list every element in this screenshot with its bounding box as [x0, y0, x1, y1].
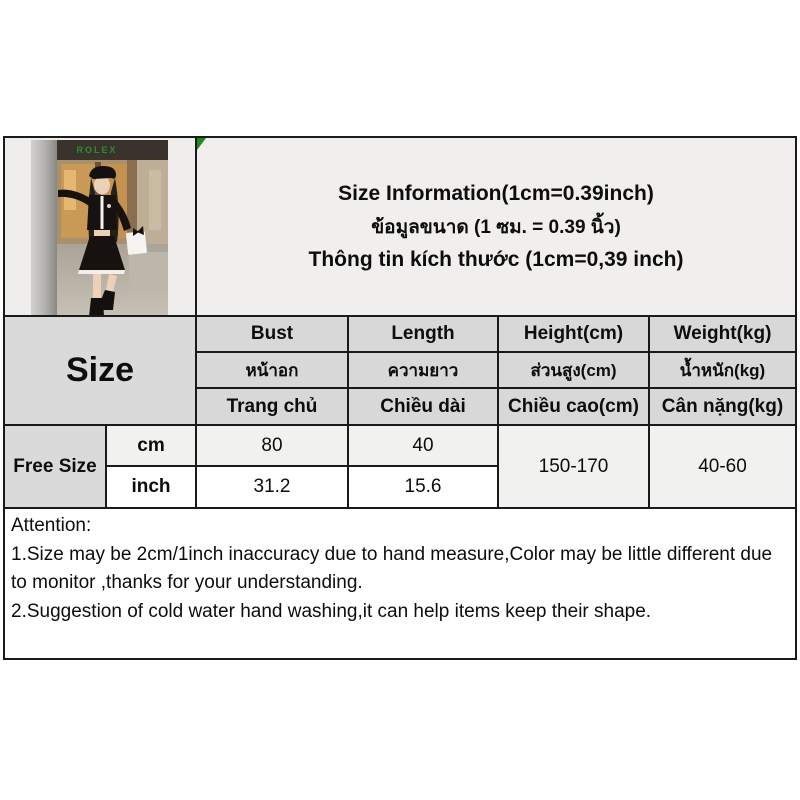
leg-left	[93, 274, 101, 300]
title-english: Size Information(1cm=0.39inch)	[338, 181, 654, 205]
col-header-length-th: ความยาว	[349, 353, 499, 389]
attention-note-1: 1.Size may be 2cm/1inch inaccuracy due to hand measure,Color may be little different due to monitor ,thanks for your understanding.	[11, 543, 773, 593]
col-header-height-vn: Chiều cao(cm)	[499, 389, 650, 426]
unit-label-cm: cm	[107, 426, 197, 467]
jacket-placket	[101, 196, 104, 229]
col-header-bust-vn: Trang chủ	[197, 389, 349, 426]
value-bust-inch: 31.2	[197, 467, 349, 509]
value-weight-range: 40-60	[650, 426, 795, 509]
attention-note-2: 2.Suggestion of cold water hand washing,it can help items keep their shape.	[11, 600, 652, 622]
col-header-height-en: Height(cm)	[499, 317, 650, 353]
model-photo-illustration	[31, 140, 168, 317]
col-header-weight-th: น้ำหนัก(kg)	[650, 353, 795, 389]
col-header-length-vn: Chiều dài	[349, 389, 499, 426]
title-vietnamese: Thông tin kích thước (1cm=0,39 inch)	[308, 247, 684, 271]
col-header-bust-th: หน้าอก	[197, 353, 349, 389]
attention-heading: Attention:	[11, 515, 92, 536]
col-header-weight-vn: Cân nặng(kg)	[650, 389, 795, 426]
value-bust-cm: 80	[197, 426, 349, 467]
attention-notes	[5, 509, 795, 658]
value-length-cm: 40	[349, 426, 499, 467]
product-photo	[31, 140, 168, 317]
rolex-sign: ROLEX	[76, 145, 118, 155]
unit-label-inch: inch	[107, 467, 197, 509]
metal-pillar	[31, 140, 57, 317]
pavement-slab	[129, 252, 168, 292]
title-thai: ข้อมูลขนาด (1 ซม. = 0.39 นิ้ว)	[371, 216, 621, 238]
brooch	[107, 204, 111, 208]
col-header-height-th: ส่วนสูง(cm)	[499, 353, 650, 389]
value-height-range: 150-170	[499, 426, 650, 509]
midriff	[94, 230, 110, 236]
value-length-inch: 15.6	[349, 467, 499, 509]
product-photo-cell	[5, 138, 197, 317]
title-cell	[197, 138, 795, 317]
skirt-hem	[78, 270, 125, 274]
row-label-free-size: Free Size	[5, 426, 107, 509]
col-header-weight-en: Weight(kg)	[650, 317, 795, 353]
size-info-sheet	[3, 136, 797, 660]
side-panel	[149, 170, 161, 230]
col-header-bust-en: Bust	[197, 317, 349, 353]
col-header-length-en: Length	[349, 317, 499, 353]
size-header-cell: Size	[5, 317, 197, 426]
comment-marker-icon	[197, 138, 206, 150]
